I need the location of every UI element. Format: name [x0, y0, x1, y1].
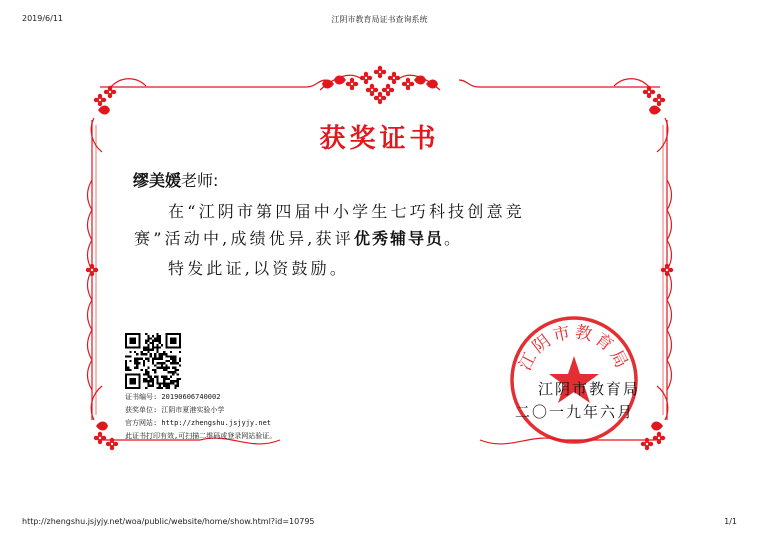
body-line-2-suffix: 。	[443, 229, 464, 248]
award-unit: 获奖单位: 江阴市夏港实验小学	[125, 406, 225, 414]
qr-code[interactable]	[125, 333, 181, 389]
body-line-2-prefix: 赛”活动中,成绩优异,获评	[134, 229, 354, 248]
print-date: 2019/6/11	[22, 14, 64, 23]
award-title: 优秀辅导员	[353, 229, 444, 248]
page-url[interactable]: http://zhengshu.jsjyjy.net/woa/public/website/home/show.html?id=10795	[22, 517, 315, 526]
issuer-name: 江阴市教育局	[538, 380, 641, 398]
svg-text:江阴市教育局: 江阴市教育局	[515, 322, 633, 374]
body-line-2	[134, 226, 463, 249]
recipient	[133, 168, 218, 191]
body-line-3: 特发此证,以资鼓励。	[168, 259, 350, 278]
recipient-name: 缪美媛	[133, 171, 182, 190]
official-website: 官方网站: http://zhengshu.jsjyjy.net	[125, 419, 272, 427]
issue-date: 二〇一九年六月	[515, 403, 635, 421]
verification-note: 此证书打印有效,可扫描二维码或登录网站验证。	[125, 432, 277, 440]
certificate-number: 证书编号: 20190606740002	[125, 393, 221, 401]
page-title: 江阴市教育局证书查询系统	[331, 15, 428, 24]
body-line-1: 在“江阴市第四届中小学生七巧科技创意竞	[168, 202, 525, 221]
page-number: 1/1	[724, 517, 737, 526]
recipient-suffix: 老师:	[181, 171, 219, 190]
certificate-title: 获奖证书	[319, 124, 440, 154]
